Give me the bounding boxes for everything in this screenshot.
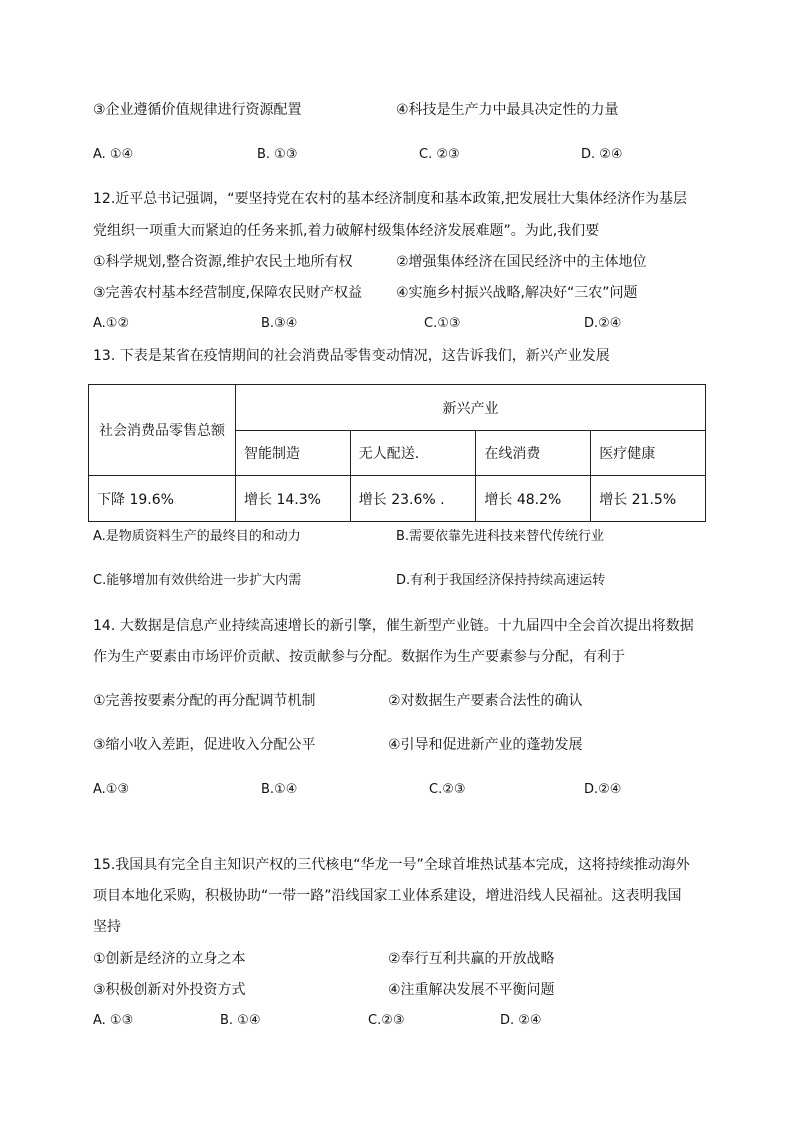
q14-stem-line1: 14. 大数据是信息产业持续高速增长的新引擎，催生新型产业链。十九届四中全会首次提出将数据: [93, 618, 694, 634]
option-a: A. ①④: [93, 147, 134, 162]
value-smart-manufacturing: 增长 14.3%: [236, 476, 351, 522]
q12-item-2: ②增强集体经济在国民经济中的主体地位: [396, 254, 647, 270]
q13-option-c: C.能够增加有效供给进一步扩大内需: [93, 573, 302, 588]
q14-option-c: C.②③: [429, 782, 466, 797]
q15-option-c: C.②③: [368, 1013, 405, 1028]
q15-item-2: ②奉行互利共赢的开放战略: [388, 951, 555, 967]
q12-option-d: D.②④: [584, 316, 622, 331]
q13-stem-line1: 13. 下表是某省在疫情期间的社会消费品零售变动情况，这告诉我们，新兴产业发展: [93, 348, 610, 364]
q12-item-1: ①科学规划,整合资源,维护农民土地所有权: [93, 254, 353, 270]
retail-change-table: [88, 384, 706, 522]
q12-stem-line2: 党组织一项重大而紧迫的任务来抓,着力破解村级集体经济发展难题”。为此,我们要: [93, 223, 600, 239]
q14-item-1: ①完善按要素分配的再分配调节机制: [93, 693, 316, 709]
q15-option-d: D. ②④: [500, 1013, 542, 1028]
value-total-retail: 下降 19.6%: [89, 476, 236, 522]
group-header-cell: 新兴产业: [236, 385, 706, 431]
q12-option-c: C.①③: [424, 316, 461, 331]
item-4: ④科技是生产力中最具决定性的力量: [396, 102, 619, 118]
column-header-medical-health: 医疗健康: [591, 431, 706, 476]
item-3: ③企业遵循价值规律进行资源配置: [93, 102, 302, 118]
value-medical-health: 增长 21.5%: [591, 476, 706, 522]
q15-item-1: ①创新是经济的立身之本: [93, 951, 246, 967]
q14-option-a: A.①③: [93, 782, 130, 797]
value-online-consumption: 增长 48.2%: [476, 476, 591, 522]
q15-item-4: ④注重解决发展不平衡问题: [388, 982, 555, 998]
column-header-unmanned-delivery: 无人配送.: [350, 431, 476, 476]
q14-item-2: ②对数据生产要素合法性的确认: [388, 693, 583, 709]
option-c: C. ②③: [419, 147, 460, 162]
q15-stem-line3: 坚持: [93, 919, 121, 935]
column-header-smart-manufacturing: 智能制造: [236, 431, 351, 476]
column-header-online-consumption: 在线消费: [476, 431, 591, 476]
q13-option-d: D.有利于我国经济保持持续高速运转: [396, 573, 606, 588]
q14-stem-line2: 作为生产要素由市场评价贡献、按贡献参与分配。数据作为生产要素参与分配，有利于: [93, 649, 625, 665]
q13-option-a: A.是物质资料生产的最终目的和动力: [93, 529, 301, 544]
q12-option-a: A.①②: [93, 316, 130, 331]
option-d: D. ②④: [581, 147, 623, 162]
q15-item-3: ③积极创新对外投资方式: [93, 982, 246, 998]
q14-item-4: ④引导和促进新产业的蓬勃发展: [388, 737, 583, 753]
q14-item-3: ③缩小收入差距，促进收入分配公平: [93, 737, 316, 753]
value-unmanned-delivery: 增长 23.6% .: [350, 476, 476, 522]
q14-option-b: B.①④: [261, 782, 298, 797]
q12-option-b: B.③④: [261, 316, 298, 331]
option-b: B. ①③: [257, 147, 298, 162]
q15-option-a: A. ①③: [93, 1013, 134, 1028]
row-header-cell: 社会消费品零售总额: [89, 385, 236, 476]
q12-item-4: ④实施乡村振兴战略,解决好“三农”问题: [396, 285, 638, 301]
q13-option-b: B.需要依靠先进科技来替代传统行业: [396, 529, 605, 544]
q12-stem-line1: 12.近平总书记强调，“要坚持党在农村的基本经济制度和基本政策,把发展壮大集体经济作为基层: [93, 191, 687, 207]
q15-stem-line2: 项目本地化采购，积极协助“一带一路”沿线国家工业体系建设，增进沿线人民福祉。这表明我国: [93, 888, 682, 904]
q14-option-d: D.②④: [584, 782, 622, 797]
q12-item-3: ③完善农村基本经营制度,保障农民财产权益: [93, 285, 362, 301]
q15-stem-line1: 15.我国具有完全自主知识产权的三代核电“华龙一号”全球首堆热试基本完成，这将持续推动海外: [93, 857, 690, 873]
q15-option-b: B. ①④: [220, 1013, 261, 1028]
